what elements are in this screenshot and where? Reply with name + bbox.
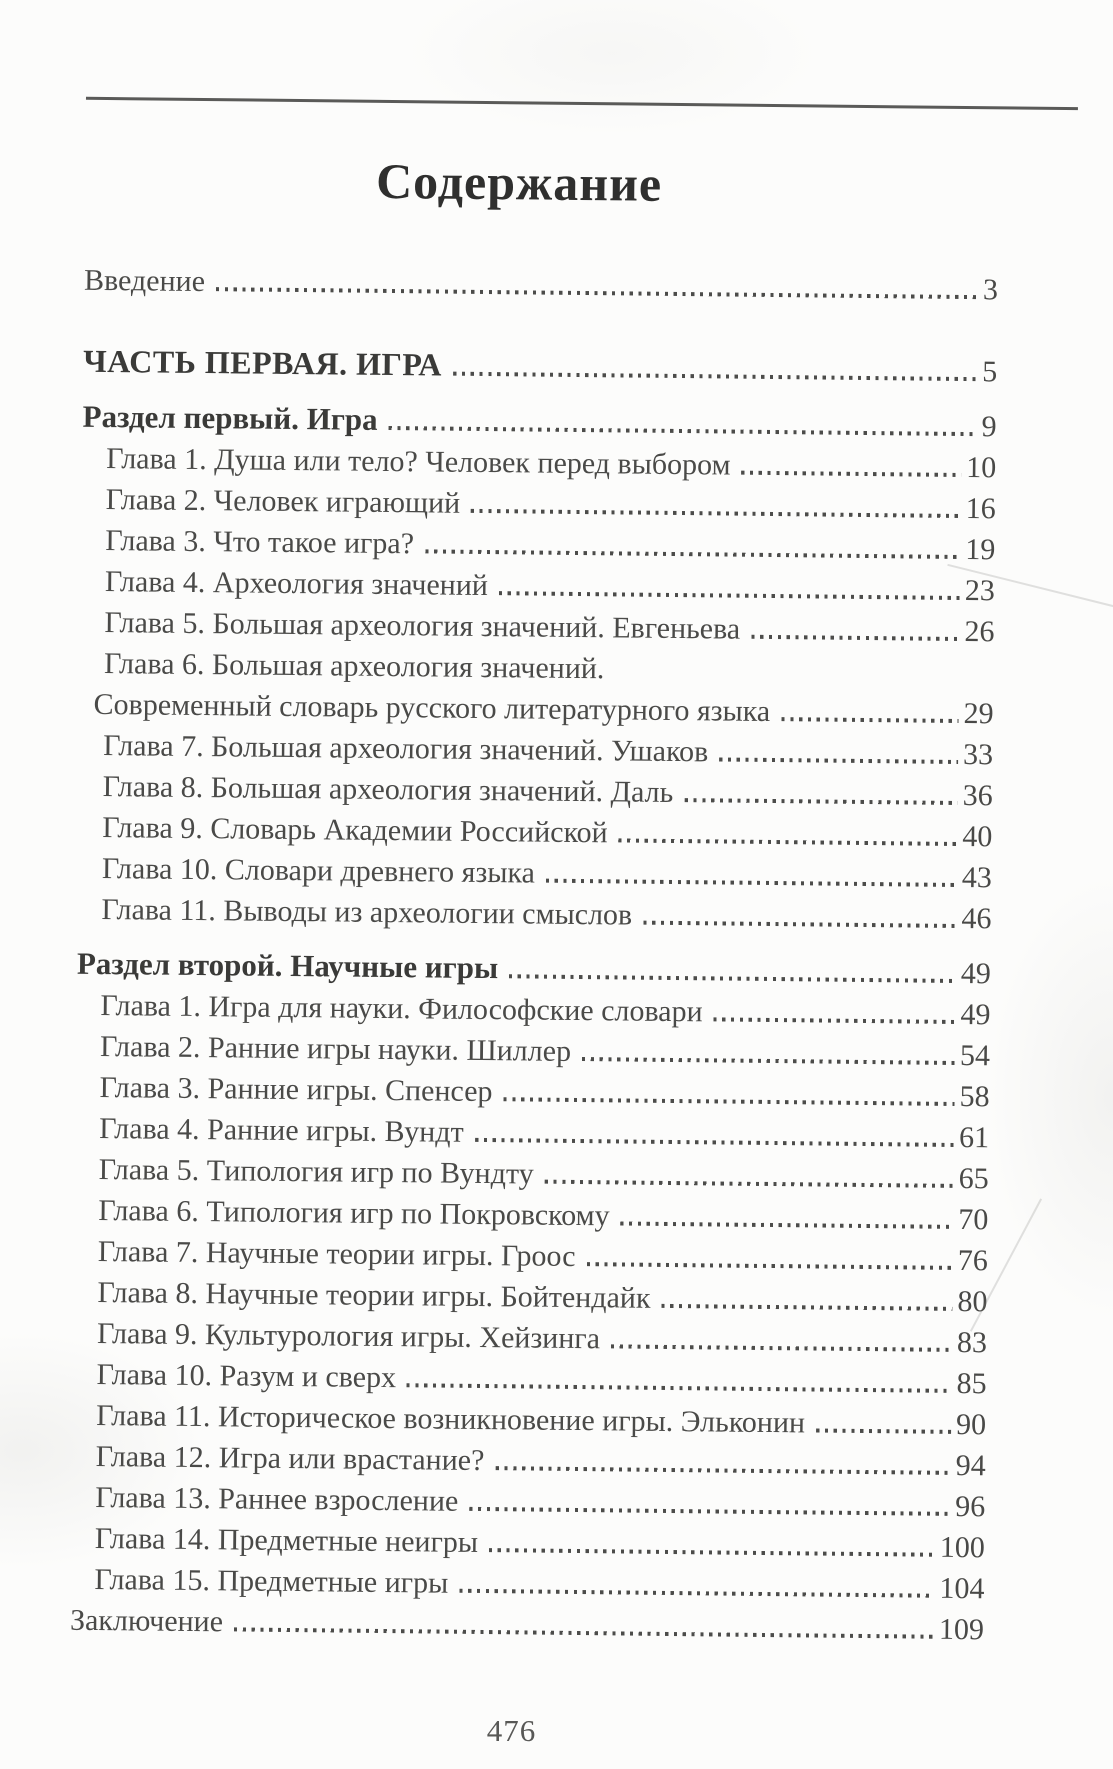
toc-entry-label: Глава 1. Душа или тело? Человек перед выбором xyxy=(106,441,731,482)
toc-entry-page: 61 xyxy=(958,1120,990,1154)
toc-entry-page: 10 xyxy=(965,450,997,484)
toc-leader-dots xyxy=(471,509,961,518)
toc-entry-label: Раздел второй. Научные игры xyxy=(76,945,499,985)
toc-entry-page: 49 xyxy=(960,997,991,1031)
toc-leader-dots xyxy=(499,591,960,599)
toc-entry-page: 5 xyxy=(982,354,998,388)
toc-leader-dots xyxy=(389,426,977,436)
toc-entry xyxy=(70,1599,984,1650)
toc-entry-label: Глава 4. Археология значений xyxy=(104,564,489,602)
toc-entry-page: 33 xyxy=(962,737,994,771)
toc-entry-page: 94 xyxy=(955,1448,986,1482)
toc-leader-dots xyxy=(459,1589,934,1597)
toc-leader-dots xyxy=(751,635,959,641)
toc-entry-page: 100 xyxy=(939,1530,986,1564)
toc-entry xyxy=(77,888,991,939)
toc-leader-dots xyxy=(216,287,978,298)
toc-entry-page: 19 xyxy=(965,532,996,566)
toc-entry-page: 83 xyxy=(956,1325,988,1359)
toc-entry-label: Глава 8. Большая археология значений. Даль xyxy=(102,769,674,809)
toc-entry-page: 49 xyxy=(960,956,992,990)
toc-entry-label: Глава 7. Научные теории игры. Гроос xyxy=(97,1234,576,1273)
toc-entry xyxy=(84,259,998,310)
toc-entry-label: Глава 13. Раннее взросление xyxy=(95,1480,459,1518)
toc-leader-dots xyxy=(661,1304,952,1310)
toc-entry-label: Заключение xyxy=(69,1603,224,1638)
toc-entry-page: 26 xyxy=(964,614,995,648)
toc-leader-dots xyxy=(719,758,958,764)
toc-entry-label: Глава 8. Научные теории игры. Бойтендайк xyxy=(97,1275,651,1315)
toc-entry-label: Глава 6. Типология игр по Покровскому xyxy=(98,1193,610,1232)
toc-leader-dots xyxy=(611,1344,952,1351)
toc-entry-label: Глава 5. Типология игр по Вундту xyxy=(98,1152,534,1191)
toc-leader-dots xyxy=(475,1138,955,1146)
toc-entry-page: 3 xyxy=(982,272,999,306)
toc-entry-page: 43 xyxy=(961,860,993,894)
toc-entry-page: 85 xyxy=(956,1366,987,1400)
toc-entry-page: 80 xyxy=(957,1284,988,1318)
toc-leader-dots xyxy=(684,798,957,804)
toc-entry-label: Введение xyxy=(83,263,206,298)
toc-leader-dots xyxy=(621,1222,954,1229)
toc-entry-label: Глава 9. Словарь Академии Российской xyxy=(102,810,608,849)
toc-leader-dots xyxy=(586,1262,952,1269)
page-content xyxy=(70,97,1000,1650)
toc-leader-dots xyxy=(643,921,956,928)
toc-leader-dots xyxy=(495,1466,950,1474)
toc-entry-label: Глава 10. Разум и сверх xyxy=(96,1357,397,1394)
toc-leader-dots xyxy=(781,717,958,722)
toc-entry-label: Глава 14. Предметные неигры xyxy=(94,1521,479,1559)
toc-entry-label: Глава 5. Большая археология значений. Евгеньева xyxy=(104,605,741,646)
toc-list xyxy=(70,259,998,1649)
toc-leader-dots xyxy=(425,549,960,558)
toc-entry-label: Глава 3. Ранние игры. Спенсер xyxy=(99,1070,493,1108)
toc-entry-page: 104 xyxy=(939,1571,985,1605)
toc-leader-dots xyxy=(545,1180,954,1188)
toc-entry-page: 23 xyxy=(964,573,996,607)
toc-entry-label: Раздел первый. Игра xyxy=(82,398,378,437)
toc-entry-label: Глава 2. Ранние игры науки. Шиллер xyxy=(99,1029,572,1068)
toc-leader-dots xyxy=(582,1057,955,1064)
contents-title: Содержание xyxy=(375,152,663,212)
toc-leader-dots xyxy=(407,1383,952,1392)
toc-entry-label: Глава 7. Большая археология значений. Ушаков xyxy=(103,728,709,768)
toc-entry-page: 76 xyxy=(957,1243,989,1277)
toc-entry-page: 36 xyxy=(962,778,993,812)
toc-entry-page: 46 xyxy=(961,901,992,935)
toc-entry-label: ЧАСТЬ ПЕРВАЯ. ИГРА xyxy=(83,342,443,383)
toc-entry-page: 96 xyxy=(955,1489,986,1523)
toc-entry-page: 40 xyxy=(962,819,993,853)
toc-entry-label: Глава 12. Игра или врастание? xyxy=(95,1439,485,1477)
toc-leader-dots xyxy=(816,1429,951,1434)
toc-entry-label: Глава 6. Большая археология значений. xyxy=(103,646,605,685)
toc-entry xyxy=(83,340,997,392)
toc-entry-label: Глава 2. Человек играющий xyxy=(105,482,461,520)
toc-leader-dots xyxy=(453,372,977,381)
toc-leader-dots xyxy=(469,1507,950,1515)
toc-leader-dots xyxy=(489,1548,935,1556)
toc-entry-page: 58 xyxy=(959,1079,990,1113)
toc-entry-label: Глава 1. Игра для науки. Философские словари xyxy=(100,988,703,1028)
toc-entry-label: Глава 4. Ранние игры. Вундт xyxy=(99,1111,464,1149)
toc-entry-page: 65 xyxy=(958,1161,989,1195)
toc-entry-page: 109 xyxy=(938,1612,985,1646)
toc-leader-dots xyxy=(619,839,958,846)
toc-entry-label: Глава 11. Историческое возникновение игры. Эльконин xyxy=(96,1398,806,1439)
toc-entry-page: 29 xyxy=(963,696,994,730)
toc-leader-dots xyxy=(503,1097,954,1105)
toc-entry-page: 90 xyxy=(955,1407,987,1441)
toc-entry-page: 16 xyxy=(965,491,996,525)
toc-leader-dots xyxy=(509,974,956,982)
toc-leader-dots xyxy=(234,1628,934,1639)
toc-leader-dots xyxy=(741,471,961,477)
toc-entry-page: 70 xyxy=(958,1202,989,1236)
toc-entry-label: Глава 3. Что такое игра? xyxy=(105,523,415,560)
toc-entry-page: 9 xyxy=(981,409,997,443)
toc-leader-dots xyxy=(714,1018,956,1024)
toc-entry-label: Глава 15. Предметные игры xyxy=(94,1562,449,1600)
toc-entry-label: Глава 9. Культурология игры. Хейзинга xyxy=(96,1316,601,1355)
top-rule xyxy=(86,97,1078,110)
page-footer-number: 476 xyxy=(486,1713,537,1748)
toc-entry-label: Глава 10. Словари древнего языка xyxy=(101,851,536,890)
toc-leader-dots xyxy=(546,879,957,887)
toc-entry-page: 54 xyxy=(959,1038,991,1072)
toc-entry-label: Глава 11. Выводы из археологии смыслов xyxy=(101,892,633,932)
toc-entry-label: Современный словарь русского литературного языка xyxy=(93,687,771,728)
